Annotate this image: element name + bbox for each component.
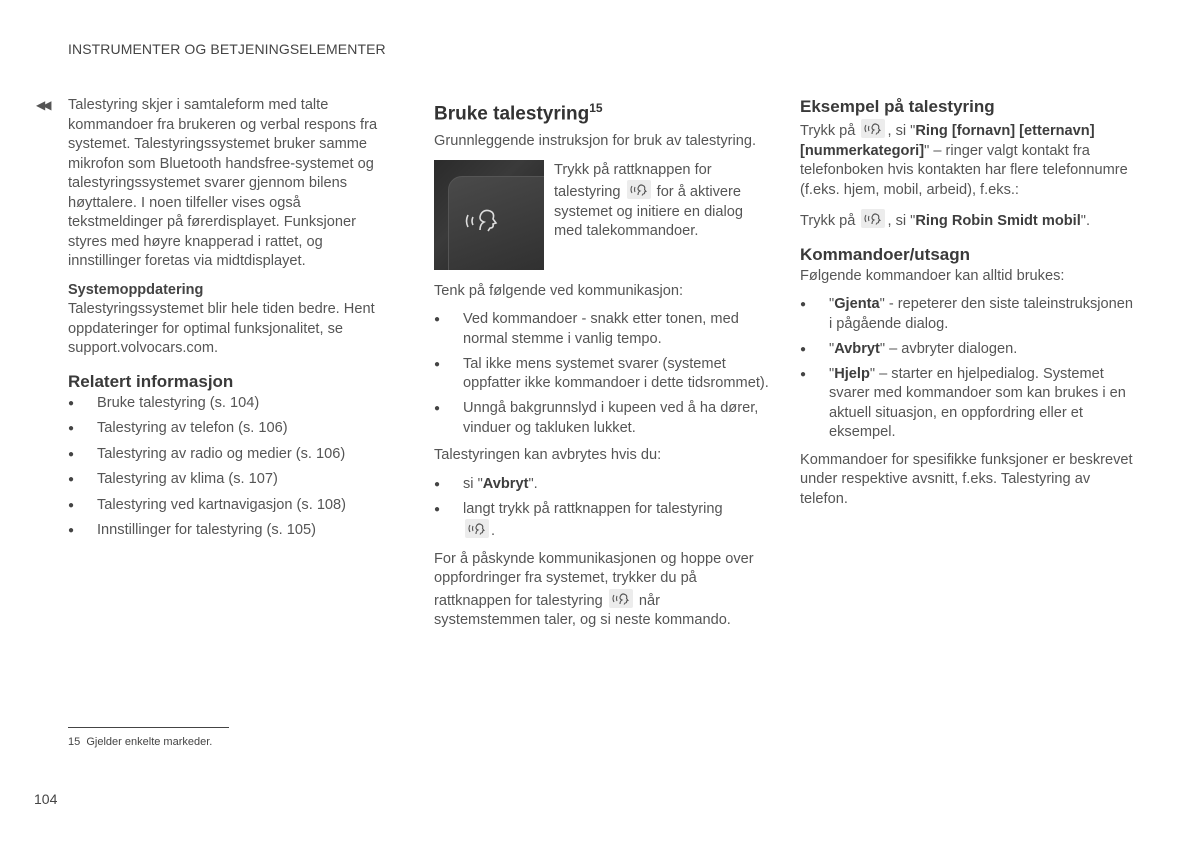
quote: ": [829, 365, 835, 382]
example-2-command: Ring Robin Smidt mobil: [915, 213, 1081, 229]
commands-list: [800, 295, 1136, 443]
tip-item: ● Tal ikke mens systemet svarer (systemet oppfatter ikke kommandoer i dette tidsrommet).: [434, 355, 770, 394]
tips-list: [434, 310, 770, 438]
related-link[interactable]: ● Talestyring av radio og medier (s. 106): [68, 445, 398, 465]
system-update-heading: Systemoppdatering: [68, 281, 204, 298]
steering-wheel-button-photo: [434, 160, 544, 270]
example-1-command: Ring [fornavn] [etternavn] [nummerkategori]: [800, 123, 1095, 159]
page-number: 104: [34, 791, 58, 807]
speedup-text-a: For å påskynde kommunikasjonen og hoppe over oppfordringer fra systemet, trykker du på rattknappen for talestyring: [434, 550, 754, 609]
related-link[interactable]: ● Innstillinger for talestyring (s. 105): [68, 521, 398, 541]
tip-item: ● Ved kommandoer - snakk etter tonen, med normal stemme i vanlig tempo.: [434, 310, 770, 349]
related-list: [68, 394, 398, 541]
caption-text-a: Trykk på rattknappen for talestyring: [554, 161, 712, 201]
example-1-c: " – ringer valgt kontakt fra telefonboken hvis kontakten har flere telefonnumre (f.eks. hjem, mobil, arbeid), f.eks.:: [800, 142, 1128, 198]
example-2-a: Trykk på: [800, 213, 856, 229]
related-link[interactable]: ● Talestyring av klima (s. 107): [68, 470, 398, 490]
tip-item: ● Unngå bakgrunnslyd i kupeen ved å ha dører, vinduer og takluken lukket.: [434, 399, 770, 438]
voice-control-icon: [465, 519, 489, 538]
footnote-divider: [68, 727, 229, 728]
command-name: Hjelp: [834, 365, 870, 382]
voice-control-icon: [861, 209, 885, 228]
column-left: [68, 96, 398, 549]
figure-caption: [554, 161, 770, 270]
footnote: [68, 733, 212, 753]
example-2: [800, 209, 1136, 232]
example-1-b: , si ": [887, 123, 916, 139]
commands-intro: Følgende kommandoer kan alltid brukes:: [800, 267, 1065, 284]
voice-control-icon: [627, 180, 651, 199]
related-link[interactable]: ● Bruke talestyring (s. 104): [68, 394, 398, 414]
example-2-b: , si ": [887, 213, 916, 229]
cancel-say-item: [434, 475, 770, 495]
footnote-text: Gjelder enkelte markeder.: [86, 736, 213, 748]
speedup-text-b: når systemstemmen taler, og si neste kommando.: [434, 592, 731, 629]
voice-control-icon: [464, 206, 504, 236]
section-subtitle: Grunnleggende instruksjon for bruk av talestyring.: [434, 133, 757, 150]
system-update-text: Talestyringssystemet blir hele tiden bedre. Hent oppdateringer for optimal funksjonalitet, se support.volvocars.com.: [68, 301, 375, 356]
section-title-text: Bruke talestyring: [434, 103, 590, 125]
intro-paragraph: Talestyring skjer i samtaleform med talte kommandoer fra brukeren og verbal respons fra systemet. Talestyringssystemet bruker samme mikrofon som Bluetooth handsfree-systemet og talestyringssystemet svarer gjennom bilens høyttalere. I noen tilfeller vises også tekstmeldinger på førerdisplayet. Funksjoner styres med høyre knapperad i rattet, og innstillinger foretas via midtdisplayet.: [68, 97, 378, 269]
steering-button-figure: [434, 161, 770, 270]
command-item: [800, 295, 1136, 334]
cancel-press-end: .: [491, 523, 496, 540]
closing-paragraph: Kommandoer for spesifikke funksjoner er beskrevet under respektive avsnitt, f.eks. Talestyring av telefon.: [800, 451, 1133, 507]
column-right: [800, 96, 1136, 518]
command-desc: " – starter en hjelpedialog. Systemet svarer med kommandoer som kan brukes i en aktuell situasjon, en oppfordring eller et eksempel.: [829, 365, 1126, 440]
command-item: [800, 365, 1136, 443]
related-link[interactable]: ● Talestyring ved kartnavigasjon (s. 108): [68, 496, 398, 516]
quote: ": [829, 340, 835, 357]
section-title: [434, 96, 770, 126]
example-1: [800, 119, 1136, 200]
voice-control-icon: [861, 119, 885, 138]
footnote-ref[interactable]: 15: [589, 101, 603, 115]
example-2-c: ".: [1080, 213, 1091, 229]
quote: ": [829, 296, 835, 312]
cancel-intro: Talestyringen kan avbrytes hvis du:: [434, 447, 662, 464]
cancel-press-text: langt trykk på rattknappen for talestyring: [463, 500, 723, 517]
commands-heading: Kommandoer/utsagn: [800, 244, 971, 264]
consider-intro: Tenk på følgende ved kommunikasjon:: [434, 282, 684, 299]
column-middle: [434, 96, 770, 640]
cancel-say-prefix: si ": [463, 475, 483, 492]
cancel-command: Avbryt: [482, 475, 529, 492]
related-link[interactable]: ● Talestyring av telefon (s. 106): [68, 419, 398, 439]
related-info-heading: Relatert informasjon: [68, 371, 234, 391]
running-header: INSTRUMENTER OG BETJENINGSELEMENTER: [68, 41, 386, 57]
command-name: Avbryt: [834, 340, 880, 357]
voice-control-icon: [609, 589, 633, 608]
command-desc: " - repeterer den siste taleinstruksjonen i pågående dialog.: [829, 296, 1134, 332]
speedup-paragraph: [434, 550, 770, 631]
command-desc: " – avbryter dialogen.: [879, 340, 1018, 357]
command-item: [800, 340, 1136, 360]
example-1-a: Trykk på: [800, 123, 856, 139]
cancel-press-item: [434, 500, 770, 542]
command-name: Gjenta: [834, 296, 880, 312]
cancel-say-suffix: ".: [528, 475, 538, 492]
caption-text-b: for å aktivere systemet og initiere en dialog med talekommandoer.: [554, 184, 744, 240]
example-heading: Eksempel på talestyring: [800, 97, 995, 116]
continued-arrows-icon: ◀◀: [36, 98, 49, 112]
cancel-list: [434, 475, 770, 542]
footnote-number: 15: [68, 736, 81, 748]
